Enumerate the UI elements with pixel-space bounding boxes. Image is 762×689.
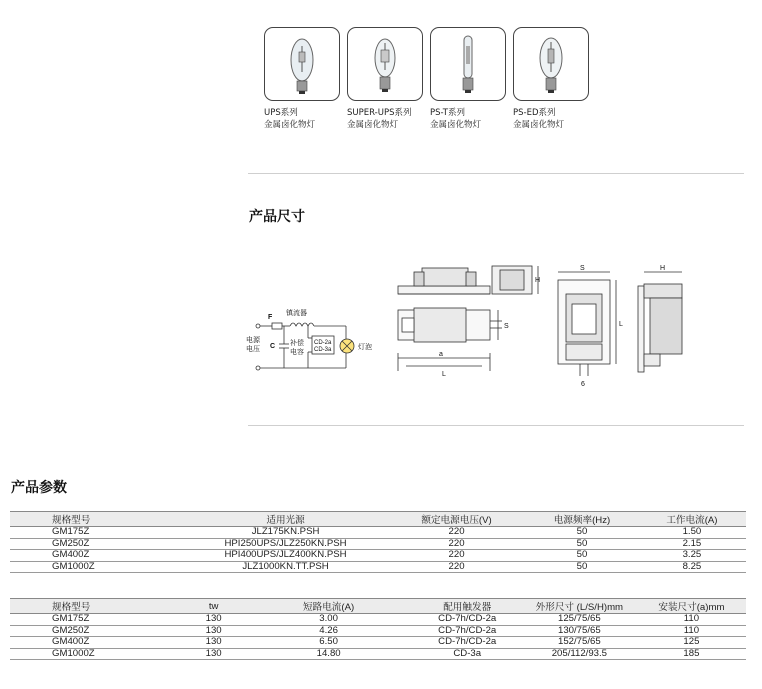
lamp-card-ps-t bbox=[430, 27, 510, 131]
lamp-photo-frame bbox=[430, 27, 506, 101]
lamp-series-label: UPS系列 bbox=[264, 108, 298, 118]
cell-light-source: HPI400UPS/JLZ400KN.PSH bbox=[184, 550, 387, 562]
lamp-type-label: 金属卤化物灯 bbox=[347, 120, 399, 130]
cell-dimensions: 130/75/65 bbox=[522, 625, 637, 637]
lamp-label: 灯泡 bbox=[358, 344, 372, 351]
cell-igniter: CD-7h/CD-2a bbox=[413, 625, 522, 637]
large-ballast-front-view bbox=[558, 265, 623, 388]
cell-voltage: 220 bbox=[387, 538, 526, 550]
physical-spec-table bbox=[10, 598, 746, 660]
lamp-photo-frame bbox=[347, 27, 423, 101]
cell-tw: 130 bbox=[183, 625, 245, 637]
wiring-diagram bbox=[246, 308, 372, 370]
metal-halide-lamp-ovoid-icon bbox=[514, 28, 588, 100]
lamp-card-ps-ed bbox=[513, 27, 593, 131]
table-header-row bbox=[10, 599, 746, 614]
section-divider bbox=[248, 173, 744, 174]
col-frequency: 电源频率(Hz) bbox=[526, 512, 638, 527]
dim-l-label: L bbox=[442, 371, 446, 378]
cell-model: GM1000Z bbox=[10, 648, 183, 660]
ballast-end-view bbox=[492, 266, 540, 294]
large-dim-s-label: S bbox=[580, 265, 585, 272]
cell-light-source: JLZ1000KN.TT.PSH bbox=[184, 561, 387, 573]
cell-igniter: CD-7h/CD-2a bbox=[413, 614, 522, 626]
table-row bbox=[10, 550, 746, 562]
ballast-label: 镇流器 bbox=[286, 310, 307, 317]
cell-tw: 130 bbox=[183, 614, 245, 626]
supply-label-line2: 电压 bbox=[246, 346, 260, 353]
lamp-series-label: PS-T系列 bbox=[430, 108, 466, 118]
table-header-row bbox=[10, 512, 746, 527]
cell-short-circuit: 3.00 bbox=[245, 614, 413, 626]
col-dimensions: 外形尺寸 (L/S/H)mm bbox=[522, 599, 637, 614]
cell-model: GM175Z bbox=[10, 527, 184, 539]
cell-short-circuit: 6.50 bbox=[245, 637, 413, 649]
cell-igniter: CD-3a bbox=[413, 648, 522, 660]
large-ballast-side-view bbox=[638, 265, 682, 372]
large-dim-l-label: L bbox=[619, 321, 623, 328]
cell-short-circuit: 4.26 bbox=[245, 625, 413, 637]
ballast-top-view bbox=[398, 308, 509, 378]
table-row bbox=[10, 538, 746, 550]
cell-model: GM400Z bbox=[10, 637, 183, 649]
table-row bbox=[10, 614, 746, 626]
cell-frequency: 50 bbox=[526, 527, 638, 539]
cell-mounting: 110 bbox=[637, 625, 746, 637]
lamp-photo-frame bbox=[264, 27, 340, 101]
lamp-type-label: 金属卤化物灯 bbox=[264, 120, 316, 130]
capacitor-label: C bbox=[270, 343, 276, 350]
cell-model: GM250Z bbox=[10, 538, 184, 550]
capacitor-desc-line1: 补偿 bbox=[290, 340, 304, 347]
cell-current: 2.15 bbox=[638, 538, 746, 550]
table-row bbox=[10, 625, 746, 637]
supply-label-line1: 电源 bbox=[246, 337, 260, 344]
lamp-series-label: PS-ED系列 bbox=[513, 108, 556, 118]
table-row bbox=[10, 648, 746, 660]
metal-halide-lamp-tubular-icon bbox=[431, 28, 505, 100]
dim-s-label: S bbox=[504, 323, 509, 330]
cell-frequency: 50 bbox=[526, 561, 638, 573]
electrical-spec-table bbox=[10, 511, 746, 573]
lamp-card-ups bbox=[264, 27, 344, 131]
cell-short-circuit: 14.80 bbox=[245, 648, 413, 660]
col-model: 规格型号 bbox=[10, 512, 184, 527]
cell-voltage: 220 bbox=[387, 550, 526, 562]
ballast-side-view bbox=[398, 268, 490, 294]
cell-light-source: HPI250UPS/JLZ250KN.PSH bbox=[184, 538, 387, 550]
igniter-label-line2: CD-3a bbox=[314, 347, 332, 353]
cell-frequency: 50 bbox=[526, 538, 638, 550]
cell-model: GM250Z bbox=[10, 625, 183, 637]
params-heading: 产品参数 bbox=[11, 480, 67, 496]
dim-h-label: H bbox=[535, 277, 541, 284]
cell-voltage: 220 bbox=[387, 561, 526, 573]
col-model: 规格型号 bbox=[10, 599, 183, 614]
cell-dimensions: 125/75/65 bbox=[522, 614, 637, 626]
cell-current: 1.50 bbox=[638, 527, 746, 539]
col-rated-voltage: 额定电源电压(V) bbox=[387, 512, 526, 527]
cell-model: GM1000Z bbox=[10, 561, 184, 573]
cell-light-source: JLZ175KN.PSH bbox=[184, 527, 387, 539]
table-row bbox=[10, 561, 746, 573]
large-dim-b-label: 6 bbox=[581, 381, 585, 388]
col-tw: tw bbox=[183, 599, 245, 614]
cell-frequency: 50 bbox=[526, 550, 638, 562]
dim-a-label: a bbox=[439, 351, 443, 358]
lamp-series-label: SUPER-UPS系列 bbox=[347, 108, 412, 118]
cell-model: GM400Z bbox=[10, 550, 184, 562]
col-light-source: 适用光源 bbox=[184, 512, 387, 527]
ballast-drawings bbox=[246, 258, 702, 390]
col-igniter: 配用触发器 bbox=[413, 599, 522, 614]
cell-tw: 130 bbox=[183, 637, 245, 649]
cell-mounting: 125 bbox=[637, 637, 746, 649]
col-mounting: 安装尺寸(a)mm bbox=[637, 599, 746, 614]
cell-voltage: 220 bbox=[387, 527, 526, 539]
cell-current: 3.25 bbox=[638, 550, 746, 562]
metal-halide-lamp-ovoid-icon bbox=[265, 28, 339, 100]
cell-igniter: CD-7h/CD-2a bbox=[413, 637, 522, 649]
metal-halide-lamp-ovoid-icon bbox=[348, 28, 422, 100]
fuse-label: F bbox=[268, 314, 273, 321]
cell-tw: 130 bbox=[183, 648, 245, 660]
cell-mounting: 110 bbox=[637, 614, 746, 626]
lamp-series-gallery bbox=[264, 27, 594, 135]
igniter-label-line1: CD-2a bbox=[314, 340, 332, 346]
large-dim-h-label: H bbox=[660, 265, 666, 272]
table-row bbox=[10, 637, 746, 649]
lamp-type-label: 金属卤化物灯 bbox=[513, 120, 565, 130]
cell-current: 8.25 bbox=[638, 561, 746, 573]
cell-mounting: 185 bbox=[637, 648, 746, 660]
col-working-current: 工作电流(A) bbox=[638, 512, 746, 527]
capacitor-desc-line2: 电容 bbox=[290, 349, 304, 356]
col-short-circuit-current: 短路电流(A) bbox=[245, 599, 413, 614]
dimensions-heading: 产品尺寸 bbox=[249, 209, 305, 225]
lamp-card-super-ups bbox=[347, 27, 427, 131]
cell-dimensions: 205/112/93.5 bbox=[522, 648, 637, 660]
table-row bbox=[10, 527, 746, 539]
lamp-photo-frame bbox=[513, 27, 589, 101]
cell-model: GM175Z bbox=[10, 614, 183, 626]
cell-dimensions: 152/75/65 bbox=[522, 637, 637, 649]
section-divider bbox=[248, 425, 744, 426]
lamp-type-label: 金属卤化物灯 bbox=[430, 120, 482, 130]
